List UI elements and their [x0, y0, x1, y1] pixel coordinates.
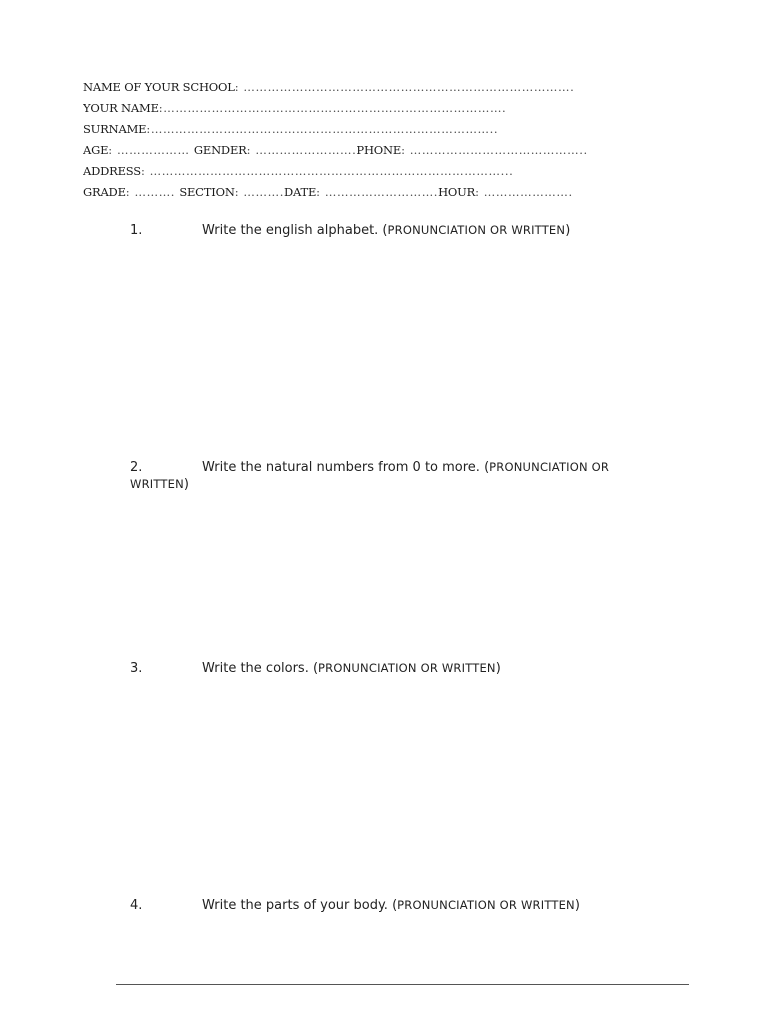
date-label: DATE [284, 185, 317, 199]
grade-section-date-hour-row [83, 184, 623, 205]
question-number: 2. [130, 460, 143, 475]
school-name-label: NAME OF YOUR SCHOOL [83, 80, 235, 94]
phone-blank[interactable]: : …………………………………….. [401, 143, 588, 157]
age-label: AGE [83, 143, 109, 157]
hour-blank[interactable]: : …………………. [475, 185, 573, 199]
address-field[interactable] [83, 163, 623, 184]
question-note: PRONUNCIATION OR WRITTEN [130, 460, 610, 491]
gender-blank[interactable]: : ……………………. [246, 143, 357, 157]
question-close-paren: ) [574, 898, 580, 913]
your-name-label: YOUR NAME [83, 101, 159, 115]
your-name-blank[interactable]: :…………………………………………………………………………. [158, 101, 507, 115]
section-blank[interactable]: : ………. [234, 185, 284, 199]
question-close-paren: ) [183, 477, 189, 492]
question-note: PRONUNCIATION OR WRITTEN [318, 661, 496, 675]
question-text: Write the natural numbers from 0 to more. ( [202, 460, 490, 475]
grade-blank[interactable]: : ………. [125, 185, 180, 199]
question-number: 1. [130, 223, 143, 238]
address-blank[interactable]: : ……………………………………………………………………………... [140, 164, 514, 178]
question-number: 4. [130, 898, 143, 913]
footer-divider [116, 984, 689, 985]
surname-field[interactable] [83, 121, 623, 142]
question-text: Write the colors. ( [202, 661, 319, 676]
student-info-block [83, 79, 623, 205]
your-name-field[interactable] [83, 100, 623, 121]
question-note: PRONUNCIATION OR WRITTEN [387, 223, 566, 237]
phone-label: PHONE [356, 143, 402, 157]
school-name-field[interactable] [83, 79, 623, 100]
grade-label: GRADE [83, 185, 126, 199]
question-3 [130, 660, 660, 677]
gender-label: GENDER [193, 143, 247, 157]
question-close-paren: ) [495, 661, 501, 676]
age-blank[interactable]: : ……………… [108, 143, 194, 157]
surname-blank[interactable]: :………………………………………………………………………….. [146, 122, 499, 136]
question-1 [130, 222, 660, 239]
address-label: ADDRESS [83, 164, 141, 178]
section-label: SECTION [179, 185, 235, 199]
question-4 [130, 897, 660, 914]
question-2 [130, 459, 660, 493]
question-close-paren: ) [565, 223, 571, 238]
question-text: Write the parts of your body. ( [202, 898, 398, 913]
school-name-blank[interactable]: : ………………………………………………………………………. [234, 80, 575, 94]
hour-label: HOUR [438, 185, 476, 199]
surname-label: SURNAME [83, 122, 147, 136]
date-blank[interactable]: : ………………………. [316, 185, 439, 199]
question-text: Write the english alphabet. ( [202, 223, 388, 238]
question-note: PRONUNCIATION OR WRITTEN [397, 898, 575, 912]
age-gender-phone-row [83, 142, 623, 163]
question-number: 3. [130, 661, 143, 676]
